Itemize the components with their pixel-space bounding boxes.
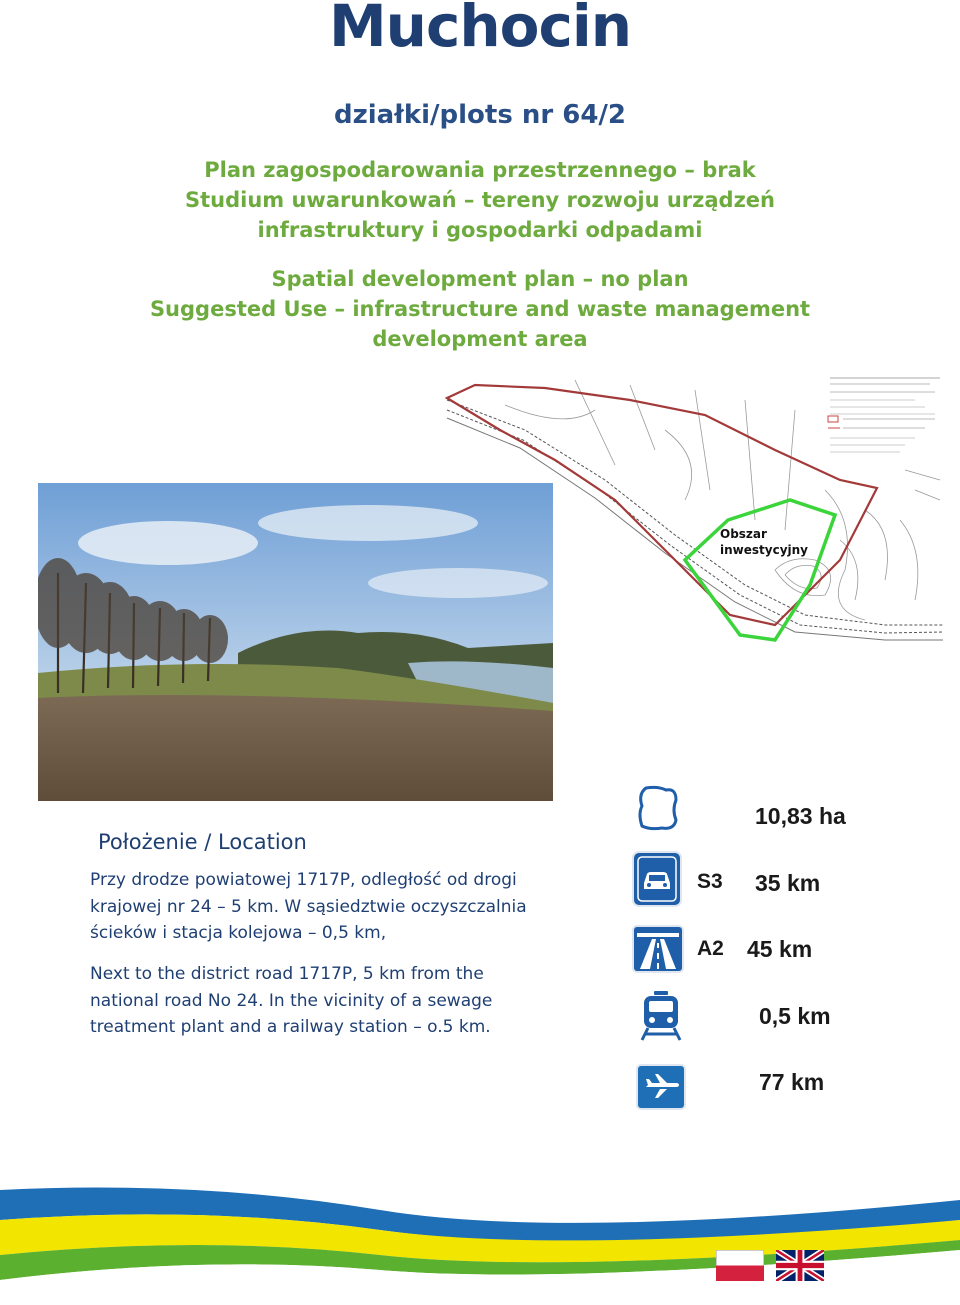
railway-distance: 0,5 km	[759, 1003, 831, 1029]
flag-uk-icon[interactable]	[776, 1250, 824, 1281]
motorway-distance: 45 km	[747, 936, 813, 962]
planning-line: Suggested Use – infrastructure and waste management	[149, 297, 811, 321]
map-legend	[828, 378, 940, 452]
airport-distance: 77 km	[759, 1069, 825, 1095]
location-line: krajowej nr 24 – 5 km. W sąsiedztwie oczyszczalnia	[90, 896, 527, 917]
location-line: Przy drodze powiatowej 1717P, odległość od drogi	[90, 870, 517, 890]
map-area-label: Obszar	[720, 527, 767, 541]
train-icon	[638, 990, 684, 1042]
location-heading: Położenie / Location	[98, 830, 307, 854]
footer-wave-decoration	[0, 1160, 960, 1305]
flag-poland-icon[interactable]	[716, 1250, 764, 1281]
location-text-pl	[90, 867, 560, 947]
planning-info-en	[0, 264, 960, 354]
plot-number: działki/plots nr 64/2	[333, 100, 627, 130]
planning-info-pl	[0, 155, 960, 245]
expressway-distance: 35 km	[755, 870, 821, 896]
planning-line: Plan zagospodarowania przestrzennego – brak	[204, 158, 756, 182]
motorway-code: A2	[697, 937, 724, 960]
airplane-icon	[636, 1064, 686, 1110]
map-area-label: inwestycyjny	[720, 543, 808, 557]
location-line: Next to the district road 1717P, 5 km from the	[90, 964, 484, 984]
area-value: 10,83 ha	[755, 803, 846, 829]
page-title: Muchocin	[328, 0, 632, 60]
motorway-icon	[632, 925, 684, 973]
planning-line: Studium uwarunkowań – tereny rozwoju urządzeń	[184, 188, 775, 212]
expressway-code: S3	[697, 870, 723, 893]
planning-line: Spatial development plan – no plan	[271, 267, 689, 291]
location-text-en	[90, 961, 560, 1041]
location-line: treatment plant and a railway station – o.5 km.	[90, 1017, 491, 1037]
planning-line: infrastruktury i gospodarki odpadami	[257, 218, 703, 242]
landscape-photo	[38, 483, 553, 801]
expressway-car-icon	[632, 851, 682, 907]
location-line: national road No 24. In the vicinity of a sewage	[90, 990, 493, 1011]
location-line: ścieków i stacja kolejowa – 0,5 km,	[90, 923, 387, 943]
plot-outline-icon	[636, 784, 680, 832]
planning-line: development area	[372, 327, 588, 351]
